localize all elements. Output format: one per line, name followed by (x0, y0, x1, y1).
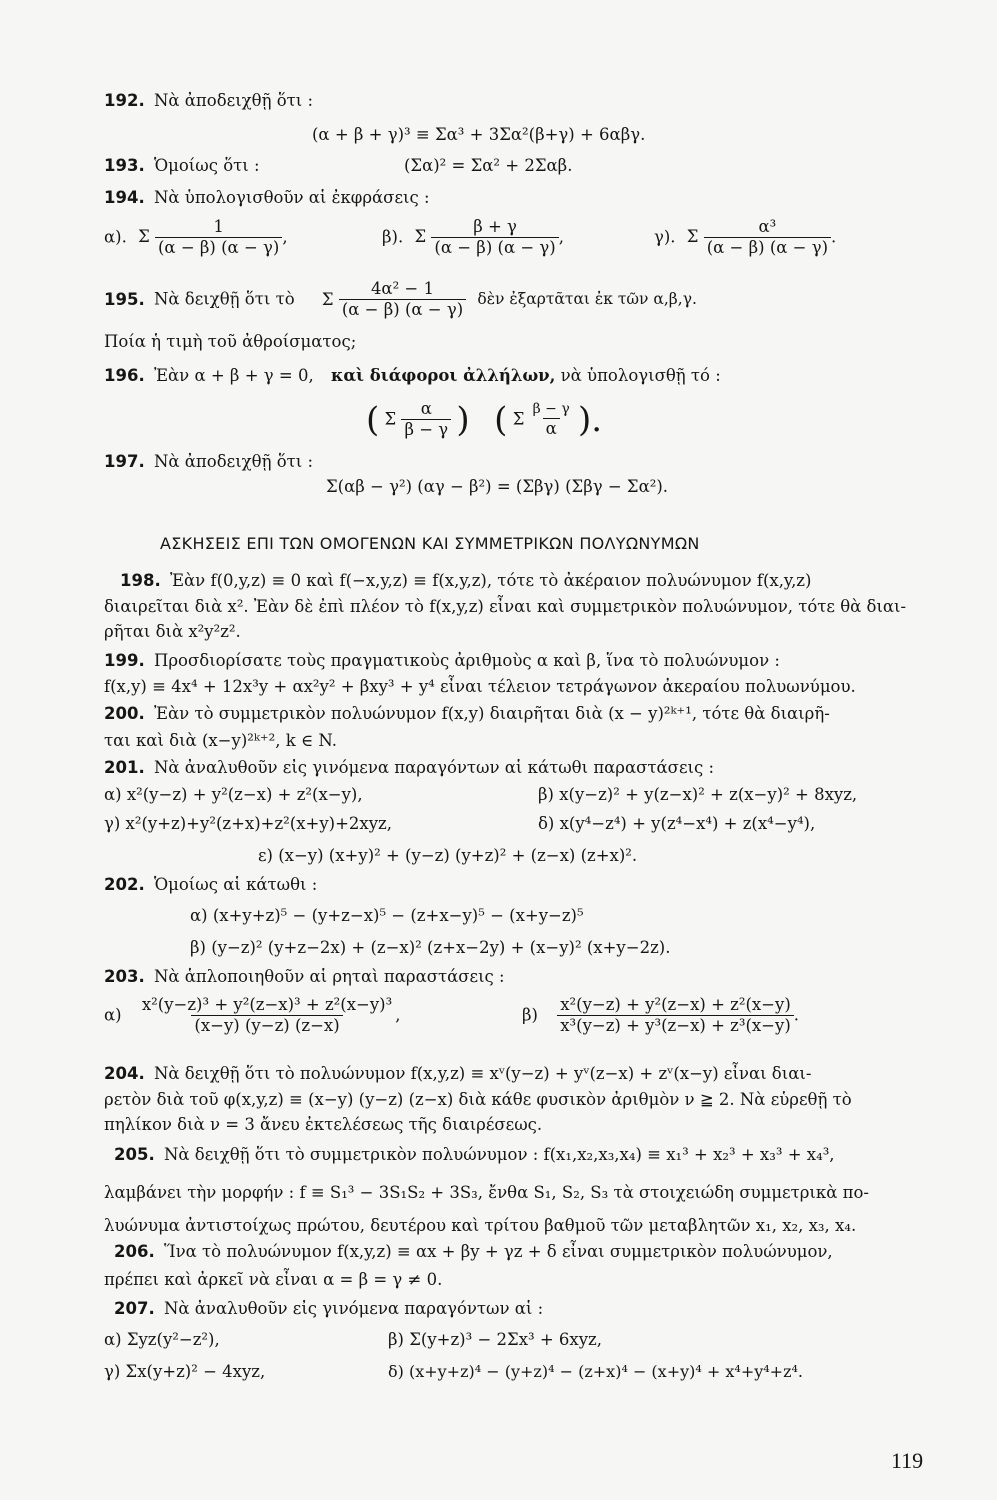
numerator: α³ (758, 217, 777, 236)
sigma: Σ (686, 227, 699, 247)
exercise-193 (104, 158, 260, 175)
equation: Σ(αβ − γ²) (αγ − β²) = (Σβγ) (Σβγ − Σα²). (326, 477, 669, 496)
expression-a: α) Σyz(y²−z²), (104, 1330, 220, 1349)
exercise-text: Ἐὰν α + β + γ = 0, (153, 366, 314, 385)
sigma: Σ (414, 227, 427, 247)
exercise-line: λαμβάνει τὴν μορφήν : f ≡ S₁³ − 3S₁S₂ + 3S₃, ἔνθα S₁, S₂, S₃ τὰ στοιχειώδη συμμετρικὰ πο- (104, 1183, 869, 1202)
exercise-number: 207. (114, 1299, 155, 1318)
exercise-207 (104, 1301, 543, 1318)
sigma: Σ (384, 409, 397, 429)
sigma: Σ (512, 409, 525, 429)
expression (366, 400, 602, 440)
equation: (Σα)² = Σα² + 2Σαβ. (404, 156, 573, 175)
exercise-number: 193. (104, 156, 145, 175)
paren: ) (456, 399, 470, 440)
fraction (704, 218, 831, 258)
label: β). (382, 227, 404, 247)
exercise-line: ται καὶ διὰ (x−y)²ᵏ⁺², k ∈ N. (104, 731, 338, 750)
exercise-number: 201. (104, 758, 145, 777)
exercise-line: Ἐὰν τὸ συμμετρικὸν πολυώνυμον f(x,y) διαιρῆται διὰ (x − y)²ᵏ⁺¹, τότε θὰ διαιρῆ- (153, 704, 830, 723)
expression-a: α) x²(y−z) + y²(z−x) + z²(x−y), (104, 785, 363, 804)
exercise-204 (104, 1066, 811, 1083)
expression-d: δ) (x+y+z)⁴ − (y+z)⁴ − (z+x)⁴ − (x+y)⁴ + x⁴+y⁴+z⁴. (388, 1362, 804, 1381)
punct: , (282, 227, 288, 247)
exercise-number: 203. (104, 967, 145, 986)
exercise-205 (104, 1147, 835, 1164)
exercise-line: λυώνυμα ἀντιστοίχως πρώτου, δευτέρου καὶ τρίτου βαθμοῦ τῶν μεταβλητῶν x₁, x₂, x₃, x₄. (104, 1216, 857, 1235)
exercise-line: ρῆται διὰ x²y²z². (104, 622, 241, 641)
expression-b (522, 996, 799, 1036)
expression-b: β) (y−z)² (y+z−2x) + (z−x)² (z+x−2y) + (x−y)² (x+y−2z). (190, 938, 671, 957)
exercise-text: Νὰ ἀποδειχθῇ ὅτι : (153, 452, 314, 471)
fraction (401, 400, 451, 440)
equation: (α + β + γ)³ ≡ Σα³ + 3Σα²(β+γ) + 6αβγ. (312, 125, 646, 144)
denominator: (α − β) (α − γ) (339, 299, 466, 320)
paren: ( (366, 399, 380, 440)
exercise-200 (104, 706, 830, 723)
exercise-194 (104, 190, 430, 207)
label: α) (104, 1005, 122, 1025)
exercise-text: Ὁμοίως αἱ κάτωθι : (153, 875, 318, 894)
label: β) (522, 1005, 538, 1025)
numerator: x²(y−z)³ + y²(z−x)³ + z²(x−y)³ (141, 995, 393, 1014)
expression-a (104, 218, 288, 258)
sigma: Σ (138, 227, 150, 247)
denominator: x³(y−z) + y³(z−x) + z³(x−y) (557, 1015, 794, 1036)
exercise-number: 197. (104, 452, 145, 471)
page-number: 119 (891, 1448, 924, 1473)
section-heading: ΑΣΚΗΣΕΙΣ ΕΠΙ ΤΩΝ ΟΜΟΓΕΝΩΝ ΚΑΙ ΣΥΜΜΕΤΡΙΚΩΝ ΠΟΛΥΩΝΥΜΩΝ (160, 534, 700, 553)
exercise-number: 204. (104, 1064, 145, 1083)
exercise-bold: καὶ διάφοροι ἀλλήλων, (330, 366, 556, 385)
paren: ( (494, 399, 508, 440)
exercise-196 (104, 368, 721, 385)
expression-c: γ) Σx(y+z)² − 4xyz, (104, 1362, 266, 1381)
numerator: β − γ (532, 401, 570, 418)
exercise-192 (104, 93, 313, 110)
punct: . (831, 227, 837, 247)
punct: , (558, 227, 564, 247)
exercise-text: Νὰ ἀποδειχθῇ ὅτι : (153, 91, 314, 110)
fraction (431, 218, 558, 258)
exercise-text-2: νὰ ὑπολογισθῇ τό : (560, 366, 721, 385)
exercise-line: Ἐὰν f(0,y,z) ≡ 0 καὶ f(−x,y,z) ≡ f(x,y,z), τότε τὸ ἀκέραιον πολυώνυμον f(x,y,z) (169, 571, 812, 590)
expression-b (382, 218, 564, 258)
label: γ). (654, 227, 676, 247)
expression-c (654, 218, 836, 258)
exercise-line: Νὰ δειχθῇ ὅτι τὸ πολυώνυμον f(x,y,z) ≡ xᵛ(y−z) + yᵛ(z−x) + zᵛ(x−y) εἶναι διαι- (153, 1064, 812, 1083)
exercise-197 (104, 454, 313, 471)
fraction (557, 996, 794, 1036)
exercise-text: Νὰ δειχθῇ ὅτι τὸ (153, 289, 295, 309)
denominator: β − γ (401, 419, 451, 440)
question-text: Ποία ἡ τιμὴ τοῦ ἀθροίσματος; (104, 332, 357, 351)
numerator: 4α² − 1 (370, 279, 435, 298)
exercise-text: Νὰ ἀναλυθοῦν εἰς γινόμενα παραγόντων αἱ κάτωθι παραστάσεις : (153, 758, 715, 777)
exercise-tail: δὲν ἐξαρτᾶται ἐκ τῶν α,β,γ. (477, 290, 697, 309)
exercise-text: Νὰ ἁπλοποιηθοῦν αἱ ρηταὶ παραστάσεις : (153, 967, 505, 986)
expression-d: δ) x(y⁴−z⁴) + y(z⁴−x⁴) + z(x⁴−y⁴), (538, 814, 816, 833)
paren: ). (577, 399, 603, 440)
denominator: (α − β) (α − γ) (155, 237, 282, 258)
exercise-number: 195. (104, 289, 145, 309)
exercise-line: ρετὸν διὰ τοῦ φ(x,y,z) ≡ (x−y) (y−z) (z−x) διὰ κάθε φυσικὸν ἀριθμὸν ν ≧ 2. Νὰ εὑρεθῇ τὸ (104, 1090, 852, 1109)
exercise-number: 202. (104, 875, 145, 894)
punct: , (395, 1005, 401, 1025)
expression-b: β) x(y−z)² + y(z−x)² + z(x−y)² + 8xyz, (538, 785, 858, 804)
punct: . (793, 1005, 800, 1025)
denominator: (x−y) (y−z) (z−x) (191, 1015, 342, 1036)
exercise-201 (104, 760, 714, 777)
fraction (530, 401, 573, 438)
exercise-line: πρέπει καὶ ἀρκεῖ νὰ εἶναι α = β = γ ≠ 0. (104, 1270, 443, 1289)
denominator: α (543, 418, 560, 439)
exercise-number: 194. (104, 188, 145, 207)
fraction (155, 218, 282, 258)
exercise-line: f(x,y) ≡ 4x⁴ + 12x³y + αx²y² + βxy³ + y⁴ εἶναι τέλειον τετράγωνον ἀκεραίου πολυωνύμου. (104, 677, 856, 696)
exercise-203 (104, 969, 505, 986)
exercise-line: Ἵνα τὸ πολυώνυμον f(x,y,z) ≡ αx + βy + γz + δ εἶναι συμμετρικὸν πολυώνυμον, (163, 1242, 833, 1261)
expression-a: α) (x+y+z)⁵ − (y+z−x)⁵ − (z+x−y)⁵ − (x+y−z)⁵ (190, 906, 584, 925)
label: α). (104, 227, 127, 247)
expression-b: β) Σ(y+z)³ − 2Σx³ + 6xyz, (388, 1330, 602, 1349)
fraction (139, 996, 395, 1036)
exercise-number: 206. (114, 1242, 155, 1261)
expression-a (104, 996, 400, 1036)
exercise-number: 192. (104, 91, 145, 110)
expression-c: γ) x²(y+z)+y²(z+x)+z²(x+y)+2xyz, (104, 814, 392, 833)
exercise-number: 205. (114, 1145, 155, 1164)
numerator: β + γ (473, 217, 517, 236)
exercise-199 (104, 653, 780, 670)
exercise-206 (104, 1244, 833, 1261)
exercise-line: Προσδιορίσατε τοὺς πραγματικοὺς ἀριθμοὺς α καὶ β, ἵνα τὸ πολυώνυμον : (153, 651, 780, 670)
numerator: 1 (213, 217, 224, 236)
expression-e: ε) (x−y) (x+y)² + (y−z) (y+z)² + (z−x) (z+x)². (258, 846, 638, 865)
denominator: (α − β) (α − γ) (431, 237, 558, 258)
exercise-line: διαιρεῖται διὰ x². Ἐὰν δὲ ἐπὶ πλέον τὸ f(x,y,z) εἶναι καὶ συμμετρικὸν πολυώνυμον, τότε θὰ διαι- (104, 597, 907, 616)
numerator: x²(y−z) + y²(z−x) + z²(x−y) (560, 995, 791, 1014)
exercise-line: πηλίκον διὰ ν = 3 ἄνευ ἐκτελέσεως τῆς διαιρέσεως. (104, 1115, 543, 1134)
fraction (339, 280, 466, 320)
exercise-195 (104, 280, 697, 320)
exercise-text: Νὰ ἀναλυθοῦν εἰς γινόμενα παραγόντων αἱ : (163, 1299, 544, 1318)
numerator: α (420, 399, 432, 418)
exercise-number: 200. (104, 704, 145, 723)
exercise-202 (104, 877, 317, 894)
exercise-line: Νὰ δειχθῇ ὅτι τὸ συμμετρικὸν πολυώνυμον : f(x₁,x₂,x₃,x₄) ≡ x₁³ + x₂³ + x₃³ + x₄³, (163, 1145, 835, 1164)
exercise-text: Νὰ ὑπολογισθοῦν αἱ ἐκφράσεις : (153, 188, 430, 207)
exercise-198 (104, 573, 811, 590)
exercise-number: 198. (120, 571, 161, 590)
exercise-text: Ὁμοίως ὅτι : (153, 156, 260, 175)
exercise-number: 196. (104, 366, 145, 385)
exercise-number: 199. (104, 651, 145, 670)
sigma: Σ (321, 289, 334, 309)
denominator: (α − β) (α − γ) (704, 237, 831, 258)
